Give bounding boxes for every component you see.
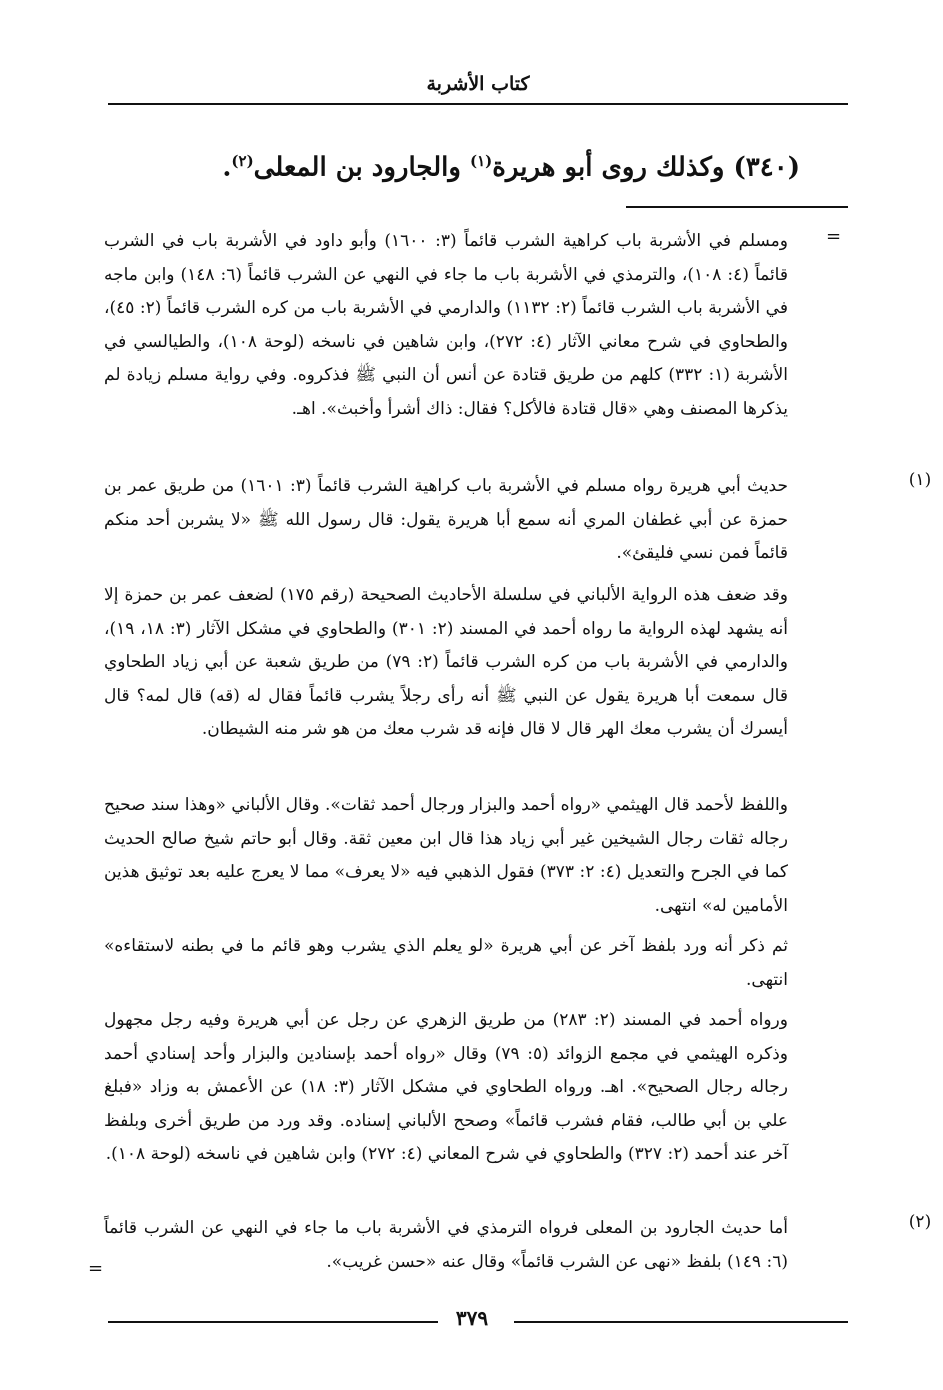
footnote-ref-1[interactable]: (١): [469, 152, 493, 170]
footnote-2-label: (٢): [908, 1212, 932, 1232]
footnote-2-paragraph-1: أما حديث الجارود بن المعلى فرواه الترمذي في الأشربة باب ما جاء في النهي عن الشرب قائماً (٦: ١٤٩) بلفظ «نهى عن الشرب قائماً» وقال عنه «حسن غريب».: [104, 1218, 788, 1272]
footnote-1-label: (١): [908, 470, 932, 490]
running-header: كتاب الأشربة: [426, 73, 530, 95]
footer-rule-right: [514, 1321, 848, 1323]
main-text-part2: والجارود بن المعلى: [253, 152, 470, 183]
footer-rule-left: [108, 1321, 438, 1323]
footnote-1-paragraph-4: ثم ذكر أنه ورد بلفظ آخر عن أبي هريرة «لو يعلم الذي يشرب وهو قائم ما في بطنه لاستقاءه» انتهى.: [104, 936, 788, 990]
continuation-end-mark: =: [88, 1258, 104, 1279]
footnote-ref-2[interactable]: (٢): [231, 152, 254, 170]
footnote-separator: [626, 206, 848, 208]
footnote-1-paragraph-5: ورواه أحمد في المسند (٢: ٢٨٣) من طريق الزهري عن رجل عن أبي هريرة وفيه رجل مجهول وذكره الهيثمي في مجمع الزوائد (٥: ٧٩) وقال «رواه أحمد بإسنادين والبزار وأحد إسنادي أحمد رجاله رجال الصحيح». اهـ. ورواه الطحاوي في مشكل الآثار (٣: ١٨) عن الأعمش به وزاد «فبلغ علي بن أبي طالب، فقام فشرب قائماً» وصحح الألباني إسناده. وقد ورد من طريق أخرى وبلفظ آخر عند أحمد (٢: ٣٢٧) والطحاوي في شرح المعاني (٤: ٢٧٢) وابن شاهين في ناسخه (لوحة ١٠٨).: [104, 1010, 788, 1164]
main-text-part3: .: [222, 152, 232, 183]
continuation-mark: =: [826, 226, 842, 247]
footnote-1-paragraph-3: واللفظ لأحمد قال الهيثمي «رواه أحمد والبزار ورجال أحمد ثقات». وقال الألباني «وهذا سند صحيح رجاله ثقات رجال الشيخين غير أبي زياد هذا قال ابن معين ثقة. وقال أبو حاتم شيخ صالح الحديث كما في الجرح والتعديل (٤: ٢: ٣٧٣) فقول الذهبي فيه «لا يعرف» مما لا يعرج عليه بعد توثيق هذين الأمامين له» انتهى.: [104, 795, 789, 916]
footnote-1-paragraph-1: حديث أبي هريرة رواه مسلم في الأشربة باب كراهية الشرب قائماً (٣: ١٦٠١) من طريق عمر بن حمزة عن أبي غطفان المري أنه سمع أبا هريرة يقول: قال رسول الله ﷺ «لا يشربن أحد منكم قائماً فمن نسي فليقئ».: [104, 476, 788, 563]
header-rule: [108, 103, 848, 105]
page-number: ٣٧٩: [455, 1306, 489, 1330]
footnote-continuation: ومسلم في الأشربة باب كراهية الشرب قائماً (٣: ١٦٠٠) وأبو داود في الأشربة باب في الشرب قائماً (٤: ١٠٨)، والترمذي في الأشربة باب ما جاء في النهي عن الشرب قائماً (٦: ١٤٨) وابن ماجه في الأشربة باب الشرب قائماً (٢: ١١٣٢) والدارمي في الأشربة باب من كره الشرب قائماً (٢: ٤٥)، والطحاوي في شرح معاني الآثار (٤: ٢٧٢)، وابن شاهين في ناسخه (لوحة ١٠٨)، والطيالسي في الأشربة (١: ٣٣٢) كلهم من طريق قتادة عن أنس أن النبي ﷺ فذكروه. وفي رواية مسلم زيادة لم يذكرها المصنف وهي «قال قتادة فالأكل؟ فقال: ذاك أشرأ وأخبث». اهـ.: [104, 231, 789, 419]
footnote-1-paragraph-2: وقد ضعف هذه الرواية الألباني في سلسلة الأحاديث الصحيحة (رقم ١٧٥) لضعف عمر بن حمزة إلا أنه يشهد لهذه الرواية ما رواه أحمد في المسند (٢: ٣٠١) والطحاوي في مشكل الآثار (٣: ١٨، ١٩)، والدارمي في الأشربة باب من كره الشرب قائماً (٢: ٧٩) من طريق شعبة عن أبي زياد الطحاوي قال سمعت أبا هريرة يقول عن النبي ﷺ أنه رأى رجلاً يشرب قائماً فقال له (قه) قال لمه؟ قال أيسرك أن يشرب معك الهر قال لا قال فإنه قد شرب معك من هو شر منه الشيطان.: [104, 585, 788, 739]
main-text-part1: (٣٤٠) وكذلك روى أبو هريرة: [492, 152, 800, 183]
main-text: [120, 138, 800, 191]
